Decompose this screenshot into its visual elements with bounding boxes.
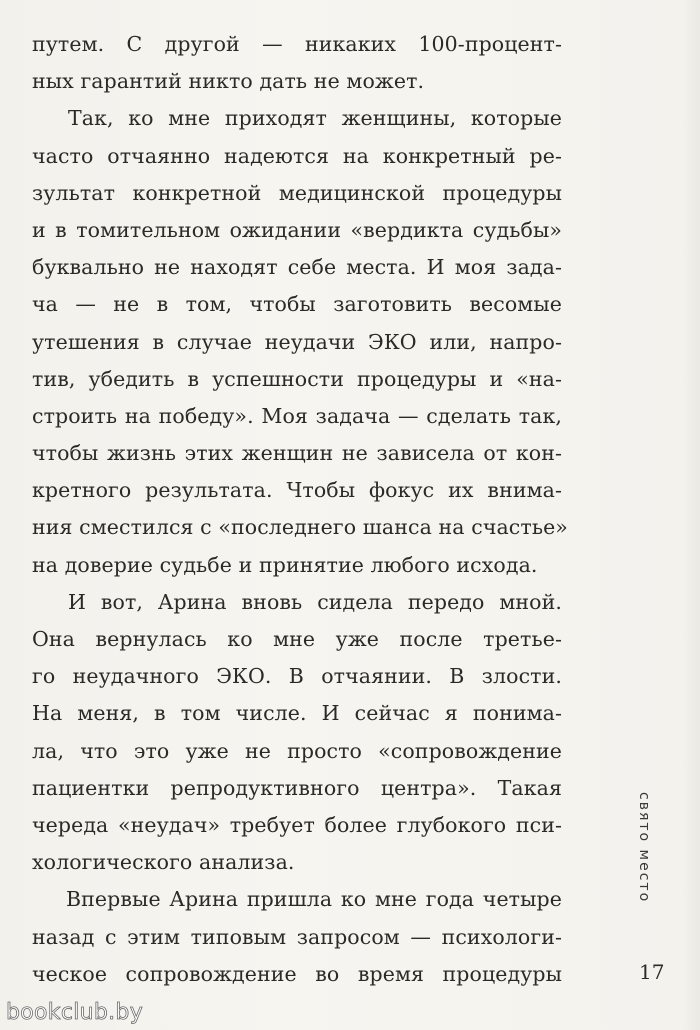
- text-line: часто отчаянно надеются на конкретный ре-: [32, 143, 562, 168]
- text-line: Так, ко мне приходят женщины, которые: [68, 106, 562, 131]
- text-line: ла, что это уже не просто «сопровождение: [32, 738, 562, 763]
- body-text: [32, 26, 568, 993]
- text-line: и в томительном ожидании «вердикта судьбы»: [32, 217, 562, 242]
- text-line: буквально не находят себе места. И моя зада-: [32, 255, 562, 280]
- text-line: строить на победу». Моя задача — сделать так,: [32, 403, 562, 428]
- text-line: На меня, в том числе. И сейчас я понима-: [32, 701, 562, 726]
- text-line: ческое сопровождение во время процедуры: [32, 961, 562, 986]
- running-head: свято место: [636, 792, 652, 904]
- text-line: ных гарантий никто дать не может.: [32, 69, 425, 94]
- text-line: чтобы жизнь этих женщин не зависела от кон-: [32, 441, 562, 466]
- page-edge-shadow: [682, 0, 700, 1030]
- text-line: го неудачного ЭКО. В отчаянии. В злости.: [32, 664, 562, 689]
- text-line: И вот, Арина вновь сидела передо мной.: [68, 589, 562, 614]
- text-line: пациентки репродуктивного центра». Такая: [32, 775, 562, 800]
- text-line: Она вернулась ко мне уже после третье-: [32, 627, 562, 651]
- page-number: 17: [639, 960, 665, 984]
- text-line: путем. С другой — никаких 100-процент-: [32, 32, 562, 56]
- text-line: утешения в случае неудачи ЭКО или, напро-: [32, 329, 562, 354]
- text-line: ния сместился с «последнего шанса на счастье»: [32, 515, 568, 540]
- text-line: хологического анализа.: [32, 850, 295, 875]
- text-line: тив, убедить в успешности процедуры и «на-: [32, 366, 562, 391]
- watermark: bookclub.by: [6, 1000, 144, 1025]
- text-line: на доверие судьбе и принятие любого исхода.: [32, 552, 538, 577]
- text-line: назад с этим типовым запросом — психологи-: [32, 924, 562, 949]
- text-line: зультат конкретной медицинской процедуры: [32, 180, 562, 205]
- text-line: ча — не в том, чтобы заготовить весомые: [32, 292, 562, 317]
- text-line: череда «неудач» требует более глубокого пси-: [32, 812, 562, 837]
- text-line: кретного результата. Чтобы фокус их внима-: [32, 478, 562, 503]
- text-line: Впервые Арина пришла ко мне года четыре: [66, 887, 562, 912]
